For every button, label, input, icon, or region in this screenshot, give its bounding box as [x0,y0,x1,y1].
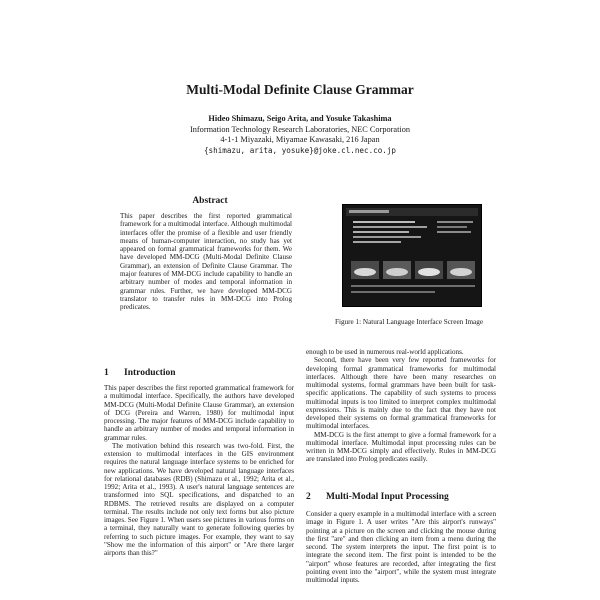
author-names: Hideo Shimazu, Seigo Arita, and Yosuke Takashima [208,114,392,123]
affiliation: Information Technology Research Laboratories, NEC Corporation [190,124,410,134]
author-block [0,114,600,156]
right-column-continuation [306,348,496,464]
section-2-title: Multi-Modal Input Processing [326,492,449,502]
section-2-body [306,510,496,598]
section-1-heading [104,368,176,378]
section-2-number: 2 [306,492,311,502]
continuation-paragraph: Second, there have been very few reported frameworks for developing formal grammatical frameworks for multimodal interfaces. Although there have been many researches on multimodal systems, formal grammars have been built for task-specific applications. The capability of such systems to process multimodal inputs is too limited to interpret complex multimodal expressions. This is mainly due to the fact that they have not developed their systems on formal grammatical frameworks for multimodal interfaces. [306,356,496,431]
section-1-number: 1 [104,368,109,378]
figure-caption: Figure 1: Natural Language Interface Screen Image [334,318,484,326]
author-emails: {shimazu, arita, yosuke}@joke.cl.nec.co.jp [203,145,397,155]
paper-title: Multi-Modal Definite Clause Grammar [186,82,414,97]
section-2-paragraph: Consider a query example in a multimodal interface with a screen image in Figure 1. A user writes "Are this airport's runways" pointing at a picture on the screen and clicking the mouse during the first "are" and then clicking an item from a menu during the second. The system interprets the input. The first point is to integrate the second item. The first point is intended to be the "airport" whose features are recorded, after integrating the first pointing event into the "airport", while the system must integrate multimodal inputs. [306,510,496,584]
screen-illustration [343,205,481,306]
section-1-paragraph: This paper describes the first reported grammatical framework for a multimodal interface. Specifically, the authors have developed MM-DCG (Multi-Modal Definite Clause Grammar), an extension of DCG (Pereira and Warren, 1980) for multimodal input processing. The major features of MM-DCG include capability to handle an arbitrary number of modes and temporal information in grammar rules. [104,384,294,442]
section-1-paragraph: The motivation behind this research was two-fold. First, the extension to multimodal interfaces in the GIS environment requires the natural language interface systems to be enriched for new applications. We have developed natural language interfaces for relational databases (RDB) (Shimazu et al., 1992; Arita et al., 1992; Arita et al., 1993). A user's natural language sentences are transformed into SQL specifications, and dispatched to an RDBMS. The retrieved results are displayed on a computer terminal. The results include not only text forms but also picture images. See Figure 1. When users see pictures in various forms on a terminal, they naturally want to generate following queries by referring to such picture images. For example, they want to say "Show me the information of this airport" or "Are there larger airports than this?" [104,441,294,557]
section-1-body [104,384,294,598]
continuation-paragraph: enough to be used in numerous real-world applications. [306,348,464,356]
abstract-heading: Abstract [192,196,228,206]
figure-screen-image [330,200,490,312]
figure-screen [342,204,482,307]
continuation-paragraph: MM-DCG is the first attempt to give a formal framework for a multimodal interface. Multimodal input processing rules can be written in MM-DCG simply and effectively. Rules in MM-DCG are translated into Prolog predicates easily. [306,430,496,464]
section-2-heading [306,492,449,502]
section-1-title: Introduction [124,368,176,378]
abstract-body: This paper describes the first reported grammatical framework for a multimodal interface. Although multimodal interfaces offer the promise of a flexible and user friendly means of human-computer interaction, no study has yet appeared on formal grammatical frameworks for them. We have developed MM-DCG (Multi-Modal Definite Clause Grammar), an extension of Definite Clause Grammar. The major features of MM-DCG include capability to handle an arbitrary number of modes and temporal information in grammar rules. Further, we have developed MM-DCG translator to transfer rules in MM-DCG into Prolog predicates. [120,212,292,312]
address: 4-1-1 Miyazaki, Miyamae Kawasaki, 216 Japan [220,135,380,145]
